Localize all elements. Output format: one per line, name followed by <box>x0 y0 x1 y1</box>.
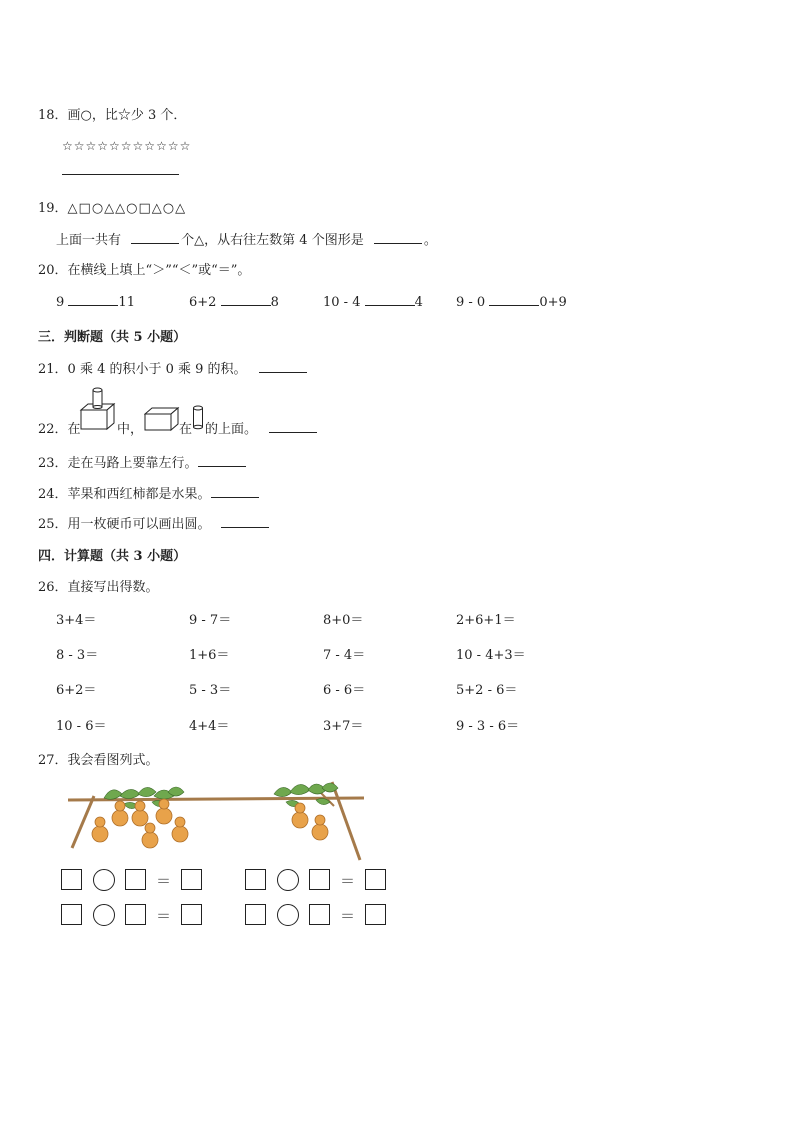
q22-text-end <box>205 418 317 437</box>
q27-text: 27．我会看图列式。 <box>38 753 159 768</box>
answer-box[interactable] <box>61 904 82 925</box>
q19-number: 19． <box>38 201 68 216</box>
q20-left: 6+2 <box>189 295 217 310</box>
q20-item <box>456 293 567 310</box>
cube-icon <box>144 406 180 432</box>
q22-number-text: 22．在 <box>38 422 81 437</box>
q25-blank[interactable] <box>221 515 269 528</box>
q23-blank[interactable] <box>198 454 246 467</box>
calc-item[interactable]: 2+6+1＝ <box>456 613 516 628</box>
calc-item[interactable]: 4+4＝ <box>189 719 230 734</box>
q25-text: 25．用一枚硬币可以画出圆。 <box>38 517 211 532</box>
q20-item <box>323 293 423 310</box>
q20-item <box>189 293 279 310</box>
calc-item[interactable]: 3+7＝ <box>323 719 364 734</box>
answer-box[interactable] <box>245 904 266 925</box>
q21-blank[interactable] <box>259 360 307 373</box>
calc-item[interactable]: 7 - 4＝ <box>323 648 366 663</box>
q20-right: 8 <box>270 295 279 310</box>
q21-line <box>38 358 307 377</box>
q23-text: 23．走在马路上要靠左行。 <box>38 456 198 471</box>
q21-text: 21．0 乘 4 的积小于 0 乘 9 的积。 <box>38 362 247 377</box>
q20-left: 9 <box>56 295 65 310</box>
answer-box[interactable] <box>309 904 330 925</box>
q20-blank[interactable] <box>68 293 118 306</box>
q20-item <box>56 293 135 310</box>
equals-sign: ＝ <box>156 907 172 925</box>
q19-blank-count[interactable] <box>131 231 179 244</box>
q22-blank[interactable] <box>269 420 317 433</box>
equals-sign: ＝ <box>340 872 356 890</box>
gourd-trellis-illustration <box>64 776 370 864</box>
q18-answer-line[interactable] <box>62 162 179 175</box>
q20-blank[interactable] <box>221 293 271 306</box>
equals-sign: ＝ <box>156 872 172 890</box>
calc-item[interactable]: 9 - 3 - 6＝ <box>456 719 520 734</box>
q18-text: 18．画○，比☆少 3 个． <box>38 108 187 123</box>
equals-sign: ＝ <box>340 907 356 925</box>
q23-line <box>38 452 246 471</box>
cylinder-on-cube-icon <box>79 386 117 432</box>
answer-box[interactable] <box>125 869 146 890</box>
q19-line <box>56 229 437 248</box>
calc-item[interactable]: 6 - 6＝ <box>323 683 366 698</box>
shape-sequence: △□○△△○□△○△ <box>67 201 187 216</box>
q20-left: 10 - 4 <box>323 295 361 310</box>
operator-circle[interactable] <box>93 904 115 926</box>
q22-text-mid: 中， <box>117 422 144 437</box>
calc-item[interactable]: 3+4＝ <box>56 613 97 628</box>
answer-box[interactable] <box>181 904 202 925</box>
q26-text: 26．直接写出得数。 <box>38 580 159 595</box>
operator-circle[interactable] <box>93 869 115 891</box>
q19-question <box>38 197 186 216</box>
q19-text-b: 个△，从右往左数第 4 个图形是 <box>181 233 364 248</box>
q20-right: 4 <box>414 295 423 310</box>
q19-text-a: 上面一共有 <box>56 233 122 248</box>
answer-box[interactable] <box>309 869 330 890</box>
operator-circle[interactable] <box>277 904 299 926</box>
calc-item[interactable]: 1+6＝ <box>189 648 230 663</box>
stars-row: ☆☆☆☆☆☆☆☆☆☆☆ <box>62 139 192 153</box>
calc-item[interactable]: 5 - 3＝ <box>189 683 232 698</box>
q24-blank[interactable] <box>211 485 259 498</box>
cylinder-icon <box>192 405 204 431</box>
section-heading-calculation: 四．计算题（共 3 小题） <box>38 549 187 564</box>
calc-item[interactable]: 8 - 3＝ <box>56 648 99 663</box>
answer-box[interactable] <box>125 904 146 925</box>
calc-item[interactable]: 6+2＝ <box>56 683 97 698</box>
answer-box[interactable] <box>61 869 82 890</box>
q20-left: 9 - 0 <box>456 295 486 310</box>
calc-item[interactable]: 10 - 4+3＝ <box>456 648 526 663</box>
answer-box[interactable] <box>365 869 386 890</box>
calc-item[interactable]: 9 - 7＝ <box>189 613 232 628</box>
answer-box[interactable] <box>365 904 386 925</box>
section-heading-judgement: 三．判断题（共 5 小题） <box>38 330 187 345</box>
calc-item[interactable]: 8+0＝ <box>323 613 364 628</box>
q24-line <box>38 483 259 502</box>
q25-line <box>38 513 269 532</box>
answer-box[interactable] <box>181 869 202 890</box>
q24-text: 24．苹果和西红柿都是水果。 <box>38 487 211 502</box>
calc-item[interactable]: 5+2 - 6＝ <box>456 683 518 698</box>
answer-box[interactable] <box>245 869 266 890</box>
q22-text-in: 在 <box>179 422 193 437</box>
q20-right: 0+9 <box>539 295 567 310</box>
q19-blank-shape[interactable] <box>374 231 422 244</box>
q20-blank[interactable] <box>489 293 539 306</box>
operator-circle[interactable] <box>277 869 299 891</box>
q20-blank[interactable] <box>365 293 415 306</box>
q22-end: 的上面。 <box>205 422 258 437</box>
q20-text: 20．在横线上填上“＞”“＜”或“＝”。 <box>38 263 251 278</box>
q19-text-end: 。 <box>423 233 437 248</box>
q20-right: 11 <box>118 295 135 310</box>
calc-item[interactable]: 10 - 6＝ <box>56 719 107 734</box>
